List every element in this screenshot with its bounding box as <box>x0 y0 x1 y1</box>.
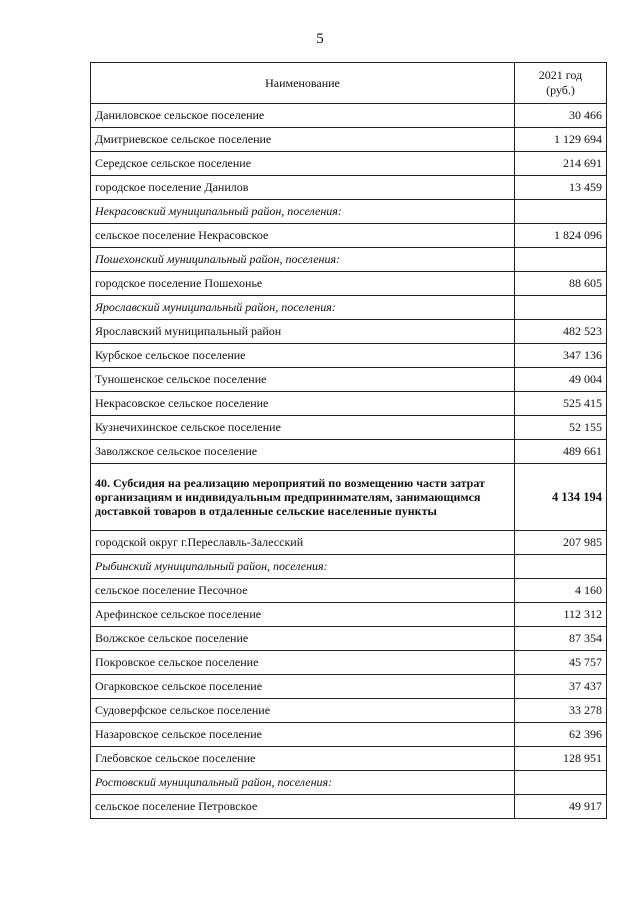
row-value-cell <box>515 248 607 272</box>
row-name-cell: Дмитриевское сельское поселение <box>91 128 515 152</box>
row-name-cell: Ярославский муниципальный район, поселения: <box>91 296 515 320</box>
row-value-cell <box>515 555 607 579</box>
row-value-cell: 49 004 <box>515 368 607 392</box>
row-name-cell: Рыбинский муниципальный район, поселения: <box>91 555 515 579</box>
row-value-cell: 4 134 194 <box>515 464 607 531</box>
table-row <box>91 795 607 819</box>
table-row <box>91 699 607 723</box>
row-name-cell: Ярославский муниципальный район <box>91 320 515 344</box>
row-value-cell: 52 155 <box>515 416 607 440</box>
row-name-cell: Кузнечихинское сельское поселение <box>91 416 515 440</box>
table-row <box>91 747 607 771</box>
row-name-cell: Пошехонский муниципальный район, поселения: <box>91 248 515 272</box>
row-value-cell: 33 278 <box>515 699 607 723</box>
table-row <box>91 579 607 603</box>
table-row <box>91 603 607 627</box>
section-header-row <box>91 296 607 320</box>
column-header-year-label: 2021 год <box>538 68 583 82</box>
column-header-unit: (руб.) <box>546 83 575 97</box>
row-value-cell: 30 466 <box>515 104 607 128</box>
section-header-row <box>91 248 607 272</box>
section-header-row <box>91 771 607 795</box>
row-value-cell: 37 437 <box>515 675 607 699</box>
row-value-cell: 1 824 096 <box>515 224 607 248</box>
table-row <box>91 627 607 651</box>
row-name-cell: 40. Субсидия на реализацию мероприятий по возмещению части затрат организациям и индивидуальным предпринимателям, занимающимся доставкой товаров в отдаленные сельские населенные пункты <box>91 464 515 531</box>
row-name-cell: Туношенское сельское поселение <box>91 368 515 392</box>
table-row <box>91 224 607 248</box>
row-value-cell: 347 136 <box>515 344 607 368</box>
row-value-cell <box>515 296 607 320</box>
table-row <box>91 392 607 416</box>
row-name-cell: Даниловское сельское поселение <box>91 104 515 128</box>
row-name-cell: городское поселение Данилов <box>91 176 515 200</box>
row-name-cell: Огарковское сельское поселение <box>91 675 515 699</box>
table-row <box>91 152 607 176</box>
table-row <box>91 416 607 440</box>
table-row <box>91 531 607 555</box>
row-name-cell: Волжское сельское поселение <box>91 627 515 651</box>
row-name-cell: городской округ г.Переславль-Залесский <box>91 531 515 555</box>
row-value-cell: 49 917 <box>515 795 607 819</box>
table-body <box>91 104 607 819</box>
row-name-cell: Судоверфское сельское поселение <box>91 699 515 723</box>
row-value-cell: 1 129 694 <box>515 128 607 152</box>
subsidy-total-row <box>91 464 607 531</box>
section-header-row <box>91 555 607 579</box>
table-row <box>91 675 607 699</box>
row-name-cell: Некрасовский муниципальный район, поселения: <box>91 200 515 224</box>
table-row <box>91 344 607 368</box>
table-row <box>91 723 607 747</box>
row-name-cell: сельское поселение Петровское <box>91 795 515 819</box>
row-value-cell: 13 459 <box>515 176 607 200</box>
row-value-cell: 128 951 <box>515 747 607 771</box>
table-row <box>91 176 607 200</box>
row-name-cell: Курбское сельское поселение <box>91 344 515 368</box>
row-value-cell: 112 312 <box>515 603 607 627</box>
row-value-cell: 207 985 <box>515 531 607 555</box>
table-row <box>91 128 607 152</box>
row-value-cell: 4 160 <box>515 579 607 603</box>
row-value-cell: 62 396 <box>515 723 607 747</box>
row-name-cell: Некрасовское сельское поселение <box>91 392 515 416</box>
table-row <box>91 651 607 675</box>
row-name-cell: сельское поселение Некрасовское <box>91 224 515 248</box>
table-row <box>91 272 607 296</box>
row-value-cell: 88 605 <box>515 272 607 296</box>
row-value-cell <box>515 771 607 795</box>
row-name-cell: сельское поселение Песочное <box>91 579 515 603</box>
row-value-cell: 525 415 <box>515 392 607 416</box>
row-value-cell <box>515 200 607 224</box>
row-name-cell: Заволжское сельское поселение <box>91 440 515 464</box>
table-row <box>91 368 607 392</box>
row-value-cell: 214 691 <box>515 152 607 176</box>
row-name-cell: городское поселение Пошехонье <box>91 272 515 296</box>
row-name-cell: Ростовский муниципальный район, поселения: <box>91 771 515 795</box>
row-name-cell: Глебовское сельское поселение <box>91 747 515 771</box>
row-name-cell: Покровское сельское поселение <box>91 651 515 675</box>
row-name-cell: Арефинское сельское поселение <box>91 603 515 627</box>
column-header-name: Наименование <box>91 63 515 104</box>
column-header-year <box>515 63 607 104</box>
row-value-cell: 87 354 <box>515 627 607 651</box>
table-header-row <box>91 63 607 104</box>
page-number: 5 <box>316 31 324 47</box>
row-name-cell: Назаровское сельское поселение <box>91 723 515 747</box>
row-name-cell: Середское сельское поселение <box>91 152 515 176</box>
budget-table <box>90 62 607 819</box>
table-row <box>91 320 607 344</box>
row-value-cell: 489 661 <box>515 440 607 464</box>
section-header-row <box>91 200 607 224</box>
table-row <box>91 440 607 464</box>
row-value-cell: 482 523 <box>515 320 607 344</box>
table-row <box>91 104 607 128</box>
row-value-cell: 45 757 <box>515 651 607 675</box>
